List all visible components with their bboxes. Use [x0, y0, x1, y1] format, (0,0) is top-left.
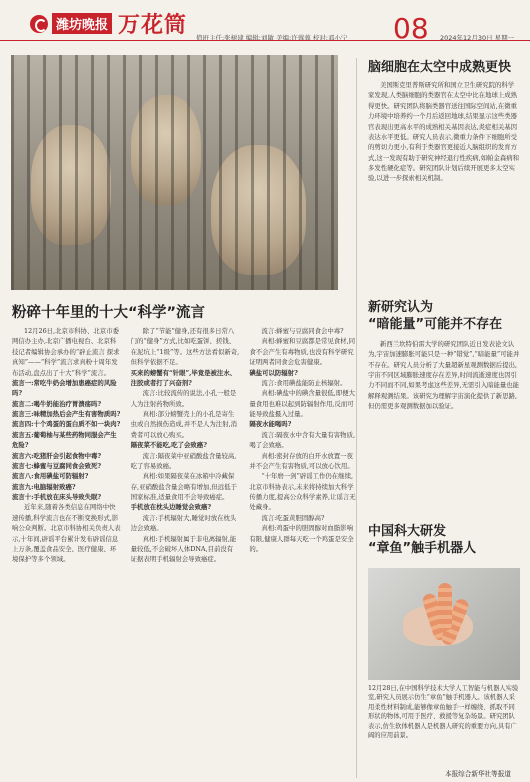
article-headline-dark-energy: 新研究认为 “暗能量”可能并不存在: [368, 300, 503, 332]
paragraph: 真相:鸡蛋中的胆固醇对血脂影响有限,健康人群每天吃一个鸡蛋是安全的。: [249, 524, 354, 553]
rumor-item: 流言九:电脑辐射致癌?: [12, 482, 76, 491]
paragraph: 12月26日,北京市科协、北京市委网信办主办,北京广播电视台、北京科技记者编辑协会承办的“辟止流言 探求真知”——“科学”流言求真粉十周年发布活动,盘点出了十大“科学”流言。: [12, 327, 120, 377]
paragraph: 近年来,随着各类信息在网络中快速传播,科学流言也在不断变换形式,影响公众判断。北京市科协相关负责人表示,十年间,辟谣平台累计发布辟谣信息上万条,覆盖食品安全、医疗健康、环境保护等多个领域。: [12, 503, 121, 564]
tentacle-shape: [438, 583, 452, 631]
monkey-photo: [11, 55, 338, 290]
octopus-photo-caption: 12月28日,在中国科学技术大学人工智能与机器人实验室,研究人员展示仿生“章鱼”触手机器人。该机器人采用柔性材料制成,能够像章鱼触手一样缠绕、抓取不同形状的物体,可用于医疗、救援等复杂场景。研究团队表示,仿生软体机器人是机器人研究的重要方向,具有广阔的应用前景。: [368, 685, 519, 740]
rumor-item: 流言五:葡萄柚与某些药物同服会产生危险?: [12, 430, 117, 450]
section-name: 万花筒: [118, 12, 188, 38]
paragraph: 流言:隔夜水中含有大量有害物质,喝了会致癌。: [249, 430, 355, 450]
rumor-question: 碘盐可以防辐射?: [249, 368, 298, 377]
paragraph: 除了“节能”健身,还有很多日常八门的“健身”方式,比如吃蛋饼、搓钱、在泥坑上“1级”等。这些方法看似新奇,但科学依据不足。: [130, 327, 240, 367]
main-headline: 粉碎十年里的十大“科学”流言: [12, 305, 206, 321]
source-credit: 本报综合新华社等报道: [445, 770, 511, 778]
right-column: [368, 56, 520, 564]
page-number: 08: [393, 12, 429, 45]
paragraph: 真相:如果隔夜菜在冰箱中冷藏保存,亚硝酸盐含量会略有增加,但远低于国家标准,适量食用不会导致癌症。: [130, 472, 237, 501]
editor-credits: 值班主任:张树建 编辑:刘敏 美编:许蓉蓉 校对:邓小宁: [196, 34, 348, 42]
rumor-item: 流言一:常吃牛奶会增加患癌症的风险吗?: [12, 378, 117, 398]
main-article: [12, 326, 358, 778]
paragraph: 真相:手机辐射属于非电离辐射,能量较低,不会破坏人体DNA,目前没有证据表明手机辐射会导致癌症。: [130, 534, 237, 564]
article-column-3: [249, 326, 358, 778]
rumor-item: 流言三:味精加热后会产生有害物质吗?: [12, 410, 121, 418]
masthead: [30, 8, 187, 39]
rumor-item: 流言八:食用碘盐可防辐射?: [12, 472, 89, 481]
paragraph: 流言:比较流传的说法,小孔一般是人为注射药物所致。: [130, 389, 237, 408]
rumor-question: 隔夜菜不能吃,吃了会致癌?: [130, 441, 207, 450]
rumor-question: 买来的螃蟹有“针眼”,毕竟是被注水、注胶或者打了兴奋剂?: [130, 368, 237, 387]
newspaper-name: 潍坊晚报: [52, 13, 112, 34]
article-headline-octopus-robot: 中国科大研发 “章鱼”触手机器人: [368, 523, 477, 556]
paragraph: 真相:碘盐中的碘含量很低,即便大量食用也难以起到防辐射作用,反而可能导致盐摄入过量。: [249, 389, 355, 418]
cage-bars: [11, 55, 338, 290]
rumor-item: 流言二:喝牛奶能治疗胃溃疡吗?: [12, 399, 102, 408]
paragraph: 流言:食用碘盐能防止核辐射。: [261, 378, 347, 387]
octopus-robot-photo: [368, 568, 520, 680]
paragraph: “十年磨一剑”辟谣工作仍在继续,北京市科协表示,未来将持续加大科学传播力度,提高公众科学素养,让谣言无处藏身。: [249, 472, 356, 512]
article-headline-brain-cells: 脑细胞在太空中成熟更快: [368, 60, 512, 75]
rumor-question: 隔夜水能喝吗?: [249, 420, 292, 429]
rumor-question: 手机放在枕头边睡觉会致癌?: [130, 503, 212, 512]
article-body-brain-cells: 美国斯克里普斯研究所和国立卫生研究院的科学家发现,人类脑细胞的类器官在太空中比在地球上成熟得更快。研究团队将脑类器官送往国际空间站,在微重力环境中培养约一个月后返回地球,结果显示这些类器官表现出更高水平的成熟相关基因表达,炎症相关基因表达水平更低。研究人员表示,微重力条件下细胞所受的剪切力更小,有利于类器官更接近人脑组织的发育方式,这一发现有助于研究神经退行性疾病,如帕金森病和多发性硬化症等。研究团队计划后续开展更多太空实验,以进一步探索相关机制。: [368, 81, 520, 183]
article-column-2: [131, 326, 240, 778]
paragraph: 流言:蜂蜜与豆腐同食会中毒?: [261, 327, 344, 335]
paragraph: 流言:吃蛋黄胆固醇高?: [261, 513, 325, 522]
page-header: [0, 0, 530, 50]
header-rule: [0, 40, 530, 52]
rumor-item: 流言六:吃猪肝会引起食物中毒?: [12, 451, 102, 460]
paragraph: 真相:密封存放的白开水放置一夜并不会产生有害物质,可以放心饮用。: [249, 451, 354, 470]
paragraph: 真相:蜂蜜和豆腐都是常见食材,同食不会产生有毒物质,也没有科学研究证明两者同食会危害健康。: [249, 337, 355, 367]
rumor-item: 流言七:蜂蜜与豆腐同食会致死?: [12, 461, 102, 470]
rumor-item: 流言四:十个鸡蛋的蛋白质不如一块肉?: [12, 420, 121, 429]
newspaper-logo-icon: [30, 15, 48, 33]
paragraph: 流言:隔夜菜中亚硝酸盐含量较高,吃了容易致癌。: [130, 451, 237, 470]
paragraph: 真相:部分螃蟹壳上的小孔是寄生虫或自然损伤造成,并不是人为注射,消费者可以放心购买。: [130, 410, 237, 439]
article-body-dark-energy: 新西兰坎特伯雷大学的研究团队近日发表论文认为,宇宙加速膨胀可能只是一种“错觉”,“暗能量”可能并不存在。研究人员分析了大量超新星观测数据后提出,宇宙不同区域膨胀速度存在差异,时间流逝速度也因引力不同而不同,如果考虑这些差异,无需引入暗能量也能解释观测结果。该研究为理解宇宙演化提供了新思路,但仍需更多观测数据加以验证。: [368, 339, 520, 411]
article-column-1: [12, 326, 121, 778]
rumor-item: 流言十:手机放在床头导致失眠?: [12, 493, 102, 501]
paragraph: 流言:手机辐射大,睡觉时放在枕头边会致癌。: [130, 513, 237, 533]
issue-date: 2024年12月30日 星期一: [440, 34, 515, 42]
